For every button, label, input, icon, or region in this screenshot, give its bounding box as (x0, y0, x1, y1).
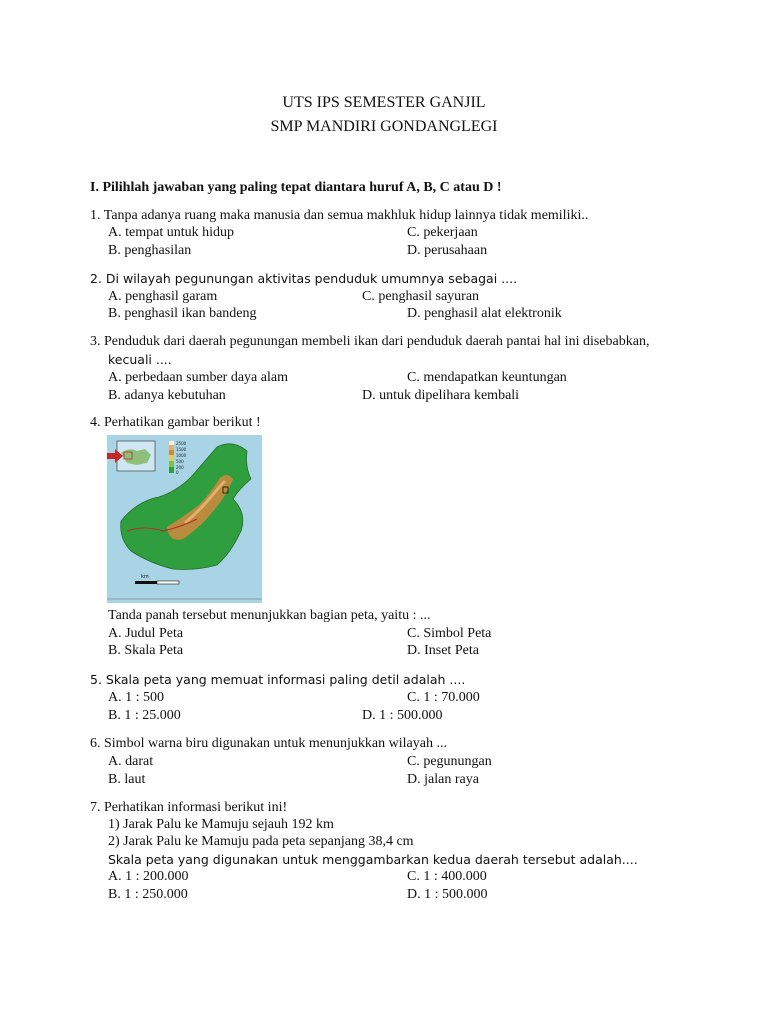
option-c: C. pegunungan (407, 754, 492, 769)
option-d: D. jalan raya (407, 772, 479, 787)
info-item: 2) Jarak Palu ke Mamuju pada peta sepanjang 38,4 cm (108, 834, 414, 849)
option-d: D. 1 : 500.000 (407, 887, 488, 902)
option-c: C. penghasil sayuran (362, 289, 480, 304)
option-c: C. pekerjaan (407, 225, 478, 240)
option-a: A. tempat untuk hidup (108, 225, 234, 240)
question-follow: Tanda panah tersebut menunjukkan bagian peta, yaitu : ... (108, 608, 431, 623)
scale-bar (135, 581, 157, 584)
option-b: B. penghasil ikan bandeng (108, 306, 257, 321)
info-item: 1) Jarak Palu ke Mamuju sejauh 192 km (108, 817, 334, 832)
option-b: B. Skala Peta (108, 643, 184, 658)
option-c: C. 1 : 400.000 (407, 869, 487, 884)
borneo-map-image (107, 435, 262, 603)
legend-value: 500 (176, 459, 184, 464)
question-stem: 1. Tanpa adanya ruang maka manusia dan semua makhluk hidup lainnya tidak memiliki.. (90, 208, 589, 223)
option-a: A. 1 : 200.000 (108, 869, 189, 884)
legend-value: 1000 (176, 453, 187, 458)
legend-swatch (169, 445, 174, 450)
legend-swatch (169, 450, 174, 455)
option-d: D. penghasil alat elektronik (407, 306, 562, 321)
option-a: A. darat (108, 754, 154, 769)
school-name: SMP MANDIRI GONDANGLEGI (270, 118, 498, 135)
question-follow: Skala peta yang digunakan untuk menggambarkan kedua daerah tersebut adalah.... (108, 852, 638, 867)
legend-value: 1500 (176, 447, 187, 452)
option-d: D. Inset Peta (407, 643, 479, 658)
legend-value: 0 (176, 470, 179, 475)
scale-label: km (141, 574, 149, 580)
question-stem: 5. Skala peta yang memuat informasi paling detil adalah .... (90, 672, 466, 687)
option-d: D. untuk dipelihara kembali (362, 388, 520, 403)
option-b: B. penghasilan (108, 243, 192, 258)
legend-swatch (169, 461, 174, 467)
legend-swatch (169, 455, 174, 461)
question-stem: 7. Perhatikan informasi berikut ini! (90, 800, 288, 815)
option-a: A. 1 : 500 (108, 690, 164, 705)
option-d: D. perusahaan (407, 243, 488, 258)
option-b: B. 1 : 250.000 (108, 887, 188, 902)
option-a: A. perbedaan sumber daya alam (108, 370, 288, 385)
section-instruction: I. Pilihlah jawaban yang paling tepat diantara huruf A, B, C atau D ! (90, 180, 502, 195)
legend-value: 200 (176, 465, 184, 470)
question-stem: 2. Di wilayah pegunungan aktivitas penduduk umumnya sebagai .... (90, 271, 518, 286)
question-stem-continued: kecuali .... (108, 352, 172, 367)
exam-title: UTS IPS SEMESTER GANJIL (282, 94, 486, 111)
legend-value: 2500 (176, 441, 187, 446)
question-stem: 3. Penduduk dari daerah pegunungan membeli ikan dari penduduk daerah pantai hal ini disebabkan, (90, 334, 650, 349)
option-d: D. 1 : 500.000 (362, 708, 443, 723)
option-c: C. mendapatkan keuntungan (407, 370, 567, 385)
option-a: A. penghasil garam (108, 289, 218, 304)
option-b: B. adanya kebutuhan (108, 388, 226, 403)
option-c: C. 1 : 70.000 (407, 690, 480, 705)
scale-bar (157, 581, 179, 584)
question-stem: 4. Perhatikan gambar berikut ! (90, 415, 261, 430)
question-stem: 6. Simbol warna biru digunakan untuk menunjukkan wilayah ... (90, 736, 447, 751)
option-a: A. Judul Peta (108, 626, 184, 641)
option-c: C. Simbol Peta (407, 626, 492, 641)
legend-swatch (169, 441, 174, 445)
option-b: B. laut (108, 772, 146, 787)
legend-swatch (169, 467, 174, 473)
option-b: B. 1 : 25.000 (108, 708, 181, 723)
